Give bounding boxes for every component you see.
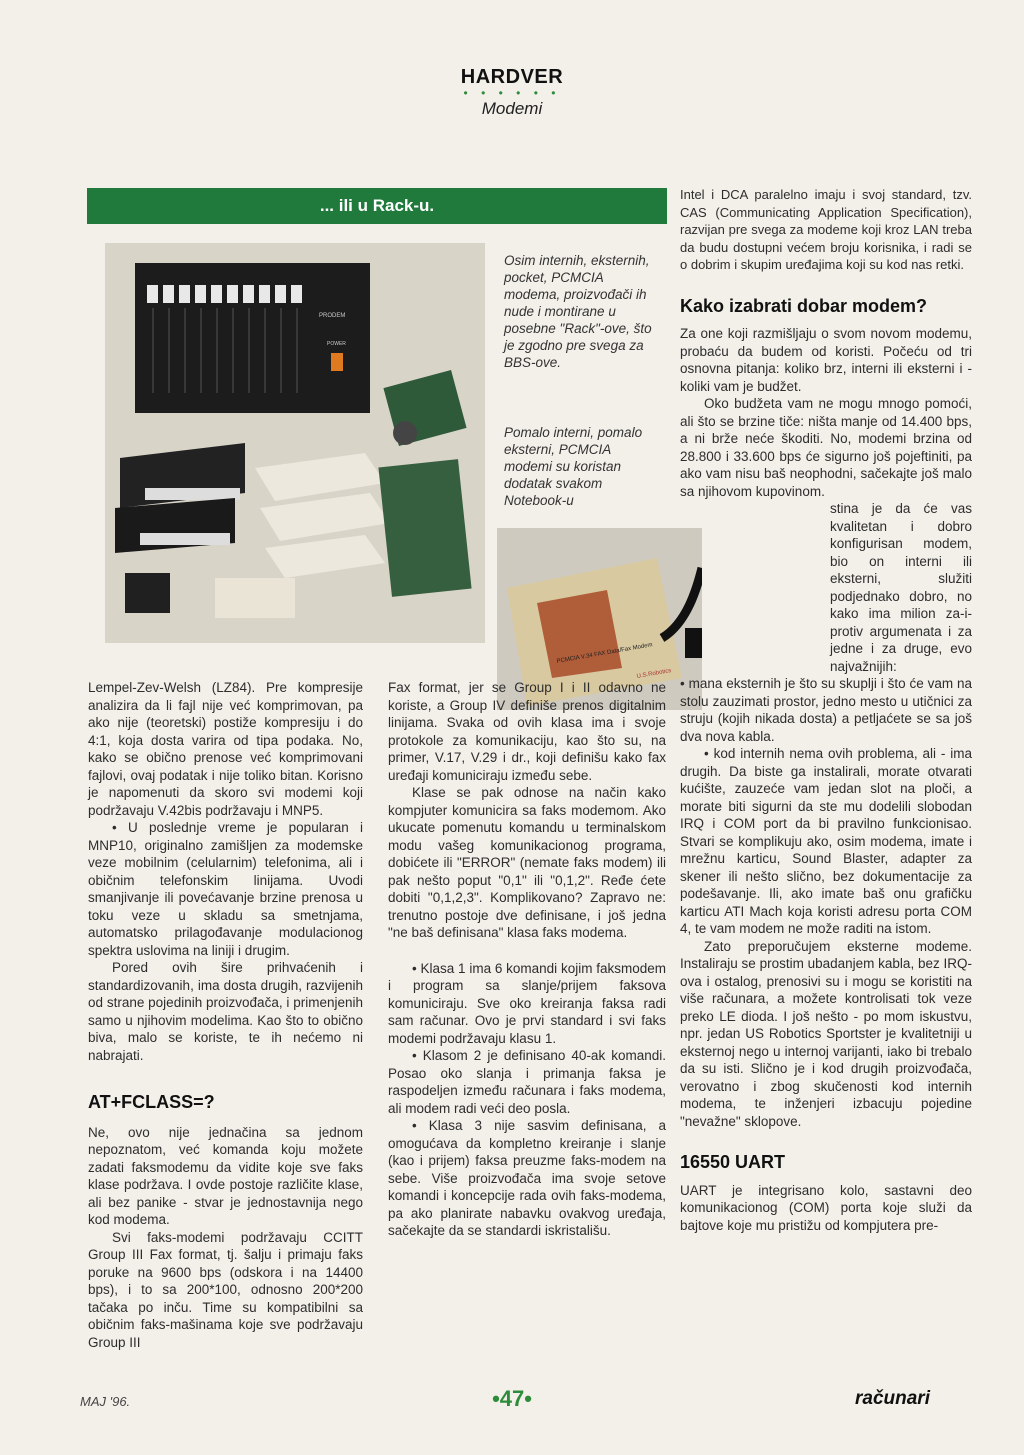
col3-paragraph-3: stina je da će vas kvalitetan i dobro konfigurisan modem, bio on interni ili eksterni, služiti podjednako dobro, no kako ima milion za-i-protiv argumenata i za jedne i za druge, evo najvažnijih: (830, 501, 972, 674)
caption-pcmcia: Pomalo interni, pomalo eksterni, PCMCIA modemi su koristan dodatak svakom Notebook-u (504, 425, 643, 508)
section-subtitle: Modemi (481, 99, 543, 118)
section-title: HARDVER (460, 66, 564, 88)
banner-text: ... ili u Rack-u. (319, 196, 435, 215)
col3-paragraph-0: Intel i DCA paralelno imaju i svoj standard, tzv. CAS (Communicating Application Specification), razvijan pre svega za modeme koji kroz LAN treba da budu dostupni većem broju korisnika, i radi se o dobrim i skupim uređajima koji su kod nas retki. (680, 187, 972, 272)
col1-paragraph-3: Pored ovih šire prihvaćenih i standardizovanih, ima dosta drugih, razvijenih od strane pojedinih proizvođača, i primenjenih samo u njihovim modelima. Kao što to obično biva, malo se koriste, te ih nećemo ni nabrajati. (88, 960, 363, 1063)
modem-rack-photo (105, 243, 485, 643)
heading-uart: 16550 UART (680, 1152, 786, 1172)
column-3 (680, 186, 972, 1234)
col3-paragraph-4: • mana eksternih je što su skuplji i što će vam na stolu zauzimati prostor, jedno mesto u utičnici za struju (kojih nikada dosta) a petljaćete se sa još dva nova kabla. (680, 676, 972, 744)
col2-paragraph-4: • Klasom 2 je definisano 40-ak komandi. Posao oko slanja i primanja faksa je raspodeljen između računara i faks modema, ali modem radi veći deo posla. (388, 1048, 666, 1116)
section-dots: • • • • • • (463, 86, 561, 100)
col2-paragraph-3: • Klasa 1 ima 6 komandi kojim faksmodem i program sa slanje/prijem faksova komuniciraju. Sve oko kreiranja faksa radi sam računar. Ovo je prvi standard i svi faks modemi podržavaju klasu 1. (388, 960, 666, 1046)
col2-paragraph-1: Fax format, jer se Group I i II odavno ne koriste, a Group IV definiše prenos digitalnim linijama. Svaka od ovih klasa ima i svoje protokole za komunikaciju, kao što su, na primer, V.17, V.29 i dr., koji definišu kako fax uređaji komuniciraju između sebe. (388, 680, 666, 783)
rack-power-label: POWER (327, 341, 346, 347)
heading-choose-modem: Kako izabrati dobar modem? (680, 295, 928, 316)
col2-paragraph-5: • Klasa 3 nije sasvim definisana, a omogućava da kompletno kreiranje i slanje (kao i prijem) faksa preuzme faks-modem na sebe. Više proizvođača ima svoje setove komandi i koncepcije rada ovih faks-modema, pa ako planirate nabavku ovakvog uređaja, sačekajte da se standardi iskristališu. (388, 1118, 666, 1238)
card-label: PCMCIA V.34 FAX Data/Fax Modem (556, 642, 654, 665)
col3-paragraph-2: Oko budžeta vam ne mogu mnogo pomoći, ali što se brzine tiče: ništa manje od 14.400 bps, a ni brže neće škoditi. No, modemi brzina od 28.800 i 33.600 bps će sigurno još pojeftiniti, pa ako vam nisu baš neophodni, sačekajte još malo sa njihovom kupovinom. (680, 396, 972, 499)
col1-paragraph-5: Svi faks-modemi podržavaju CCITT Group III Fax format, tj. šalju i primaju faks poruke na 9600 bps (odskora i na 14400 bps), i to sa 200*100, odnosno 200*200 tačaka po inču. Time su kompatibilni sa običnim faks-mašinama koje sve podržavaju Group III (88, 1229, 363, 1350)
footer-date: MAJ '96. (80, 1394, 131, 1409)
heading-at-fclass: AT+FCLASS=? (88, 1092, 215, 1112)
photo-banner (87, 188, 667, 224)
page-number: •47• (492, 1386, 532, 1411)
col1-paragraph-2: • U poslednje vreme je popularan i MNP10, originalno zamišljen za modemske veze mobilnim (celularnim) telefonima, ali i običnim telefonskim linijama. Uvodi smanjivanje ili povećavanje brzine prenosa u toku veze u skladu sa smetnjama, automatsko prilagođavanje modulacionog spektra uslovima na liniji i drugim. (88, 820, 363, 958)
col2-paragraph-2: Klase se pak odnose na način kako kompjuter komunicira sa faks modemom. Ako ukucate pomenutu komandu u terminalskom modu vašeg komunikacionog programa, dobićete ili "ERROR" (nemate faks modem) ili pak nešto poput "0,1" ili "0,1,2". Ređe ćete dobiti "0,1,2,3". Komplikovano? Zapravo ne: trenutno postoje dve definisane, i još jedna "ne baš definisana" klasa faks modema. (388, 785, 666, 940)
col3-paragraph-1: Za one koji razmišljaju o svom novom modemu, probaću da budem od koristi. Počeću od tri osnovna pitanja: koliko brz, interni ili eksterni i - koliki vam je budžet. (680, 326, 972, 394)
col1-paragraph-4: Ne, ovo nije jednačina sa jednom nepoznatom, već komanda koju možete zadati faksmodemu da vidite koje sve faks klase podržava. I ovde postoje različite klase, ali bez panike - stvar je jednostavnija nego kod modema. (88, 1124, 363, 1227)
column-1 (88, 679, 363, 1351)
rack-brand-label: PRODEM (319, 313, 346, 319)
magazine-brand: računari (855, 1388, 930, 1409)
card-brand-label: U.S.Robotics (636, 667, 672, 680)
col3-paragraph-6: Zato preporučujem eksterne modeme. Instaliraju se prostim ubadanjem kabla, bez IRQ-ova i ostalog, prenosivi su i mogu se koristiti na više računara, a možete kontrolisati tok veze preko LE dioda. I još nešto - po mom iskustvu, npr. jedan US Robotics Sportster je kvalitetniji u eksternoj nego u internoj varijanti, iako bi trebalo da su isti. Slično je i kod drugih proizvođača, verovatno i zbog skučenosti kod internih modema, te inženjeri izbacuju pojedine "nevažne" sklopove. (680, 938, 972, 1129)
col3-paragraph-5: • kod internih nema ovih problema, ali - ima drugih. Da biste ga instalirali, morate otvarati kućište, zauzeće vam jedan slot na ploči, a morate biti sigurni da ste mu dodelili slobodan IRQ i COM port da bi pravilno funkcionisao. Stvari se komplikuju ako, osim modema, imate i mrežnu karticu, Sound Blaster, adapter za skener ili nešto slično, bez dokumentacije za podešavanje. Ili, ako imate baš onu grafičku karticu ATI Mach koja koristi adresu porta COM 4, te vam modem ne može raditi na istom. (680, 746, 972, 936)
column-2 (388, 679, 666, 1240)
caption-rack: Osim internih, eksternih, pocket, PCMCIA modema, proizvođači ih nude i montirane u posebne "Rack"-ove, što je zgodno pre svega za BBS-ove. (504, 253, 652, 370)
col1-paragraph-1: Lempel-Zev-Welsh (LZ84). Pre kompresije analizira da li fajl nije već komprimovan, pa ako nije (teoretski) postiže kompresiju i do 4:1, koja dosta varira od tipa podaka. No, kako se obično prenose već komprimovani fajlovi, ovaj podatak i nije toliko bitan. Korisno je napomenuti da skoro svi modemi koji podržavaju V.42bis podržavaju i MNP5. (88, 680, 363, 818)
col3-paragraph-7: UART je integrisano kolo, sastavni deo komunikacionog (COM) porta koje služi da bajtove koje mu pristižu od kompjutera pre- (680, 1182, 972, 1233)
